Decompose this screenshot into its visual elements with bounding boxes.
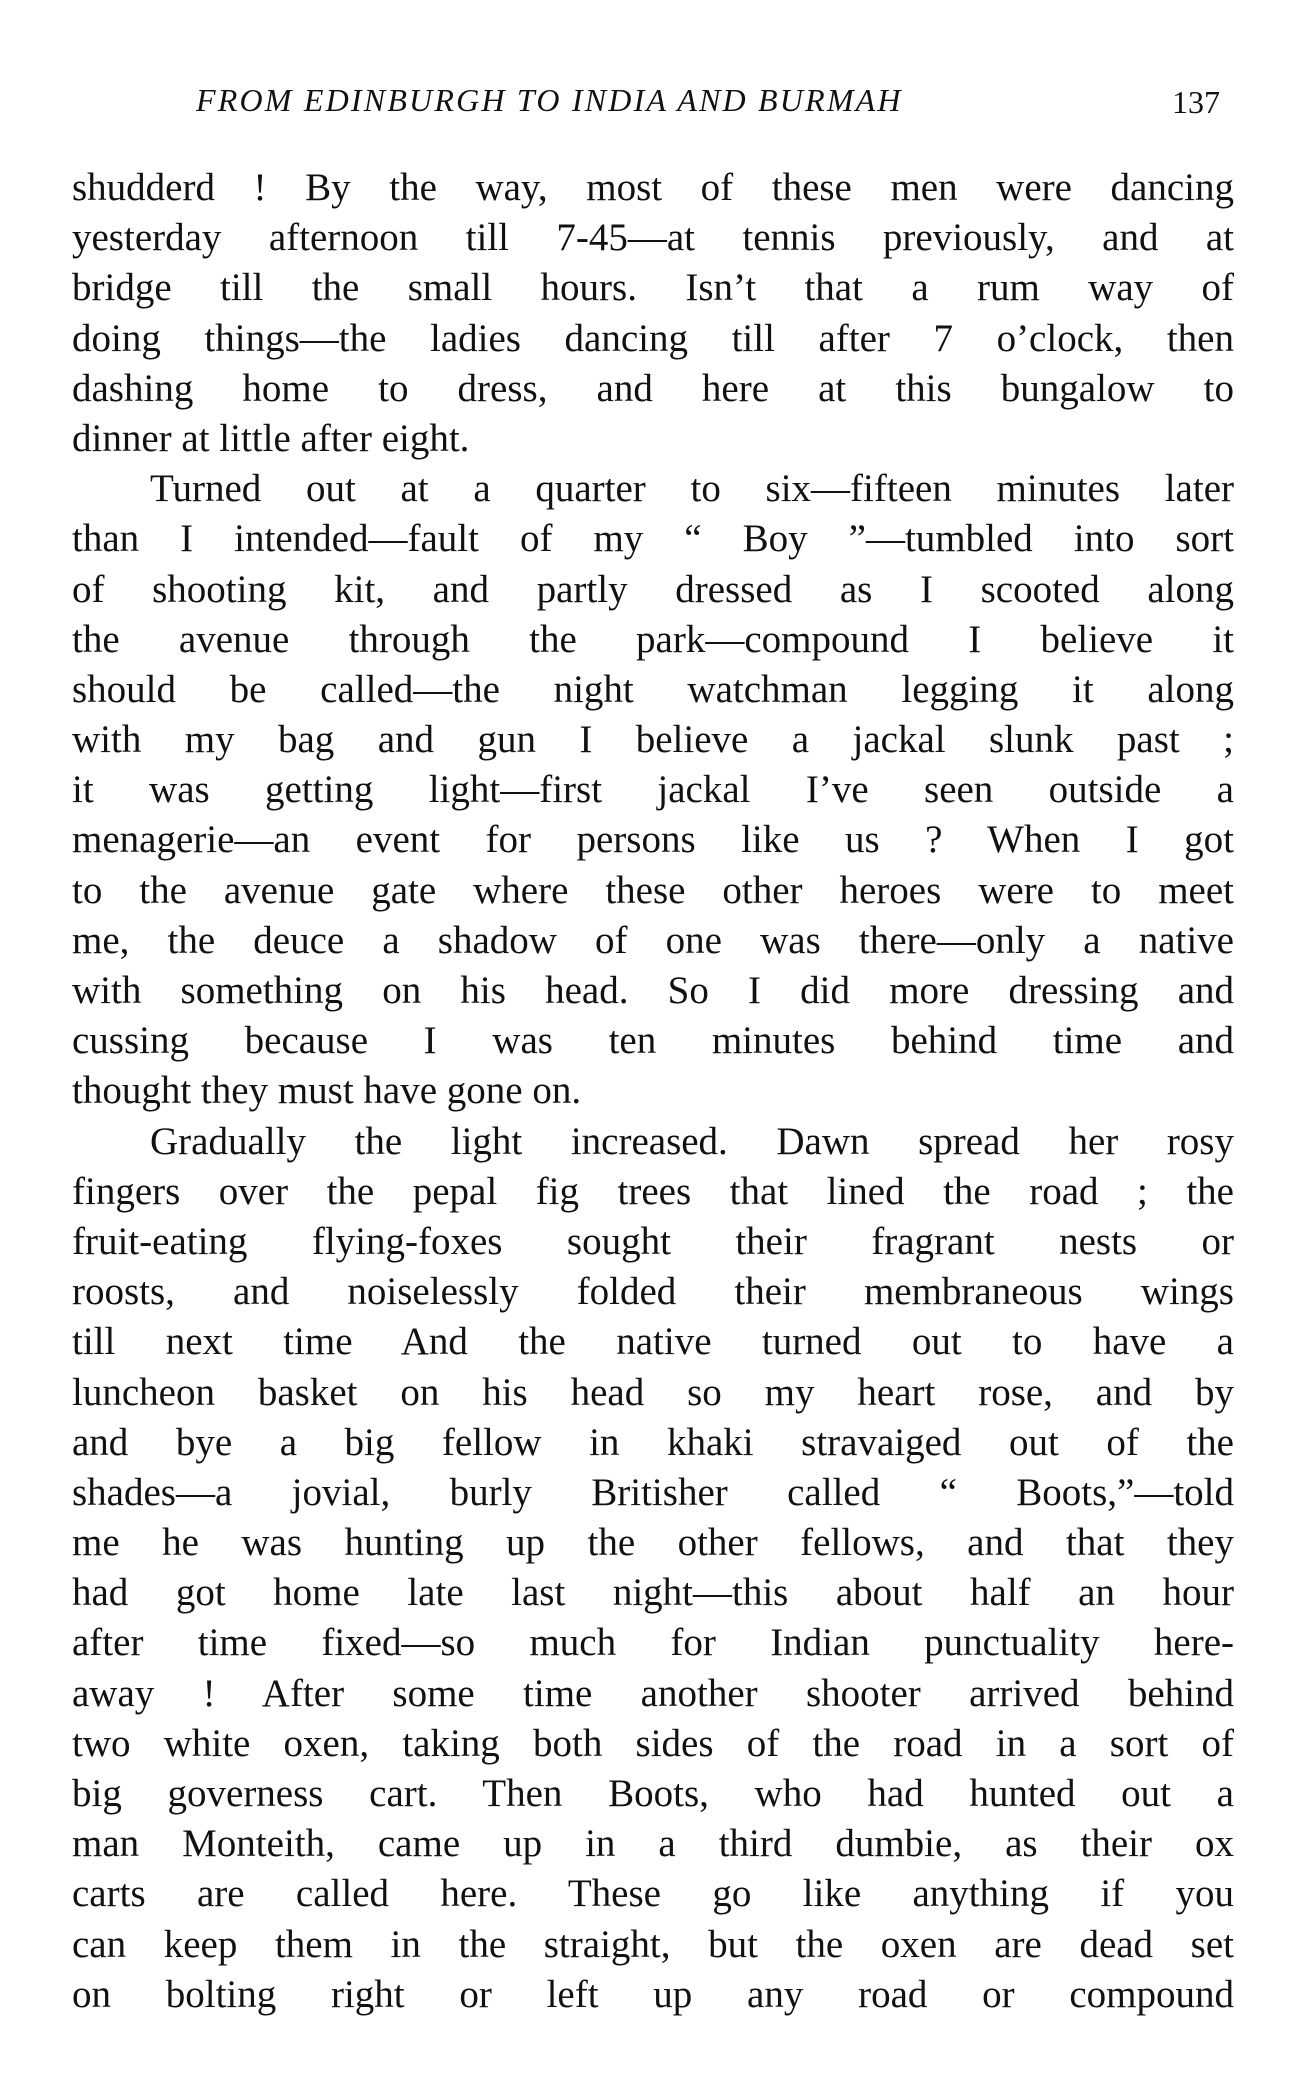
text-line: carts are called here. These go like anything if you bbox=[72, 1872, 1234, 1916]
text-line: can keep them in the straight, but the oxen are dead set bbox=[72, 1922, 1234, 1966]
text-line: shades—a jovial, burly Britisher called “ Boots,”—told bbox=[72, 1470, 1234, 1514]
text-line: with something on his head. So I did more dressing and bbox=[72, 969, 1234, 1012]
text-line: away ! After some time another shooter arrived behind bbox=[72, 1671, 1234, 1715]
text-line: luncheon basket on his head so my heart rose, and by bbox=[72, 1370, 1234, 1414]
text-line: and bye a big fellow in khaki stravaiged out of the bbox=[72, 1420, 1234, 1464]
text-line: dashing home to dress, and here at this bungalow to bbox=[72, 366, 1234, 410]
text-line: bridge till the small hours. Isn’t that a rum way of bbox=[72, 266, 1234, 310]
text-line: of shooting kit, and partly dressed as I scooted along bbox=[72, 567, 1234, 611]
text-line: to the avenue gate where these other heroes were to meet bbox=[72, 868, 1234, 912]
body-text bbox=[72, 163, 1234, 2020]
text-line: man Monteith, came up in a third dumbie, as their ox bbox=[72, 1822, 1234, 1866]
text-line: had got home late last night—this about half an hour bbox=[72, 1571, 1234, 1615]
paragraph bbox=[72, 464, 1234, 1116]
text-line: me he was hunting up the other fellows, and that they bbox=[72, 1521, 1234, 1565]
text-line: menagerie—an event for persons like us ? When I got bbox=[72, 818, 1234, 862]
text-line: should be called—the night watchman legging it along bbox=[72, 667, 1234, 711]
text-line: big governess cart. Then Boots, who had hunted out a bbox=[72, 1772, 1234, 1815]
text-line: on bolting right or left up any road or compound bbox=[72, 1972, 1234, 2016]
paragraph bbox=[72, 1117, 1234, 2020]
text-line: it was getting light—first jackal I’ve seen outside a bbox=[72, 768, 1234, 812]
text-line: dinner at little after eight. bbox=[72, 416, 470, 460]
page-number: 137 bbox=[1172, 84, 1220, 120]
text-line: Gradually the light increased. Dawn spread her rosy bbox=[150, 1119, 1234, 1163]
text-line: till next time And the native turned out to have a bbox=[72, 1320, 1234, 1364]
text-line: fruit-eating flying-foxes sought their fragrant nests or bbox=[72, 1219, 1234, 1263]
text-line: yesterday afternoon till 7-45—at tennis previously, and at bbox=[72, 216, 1234, 260]
text-line: two white oxen, taking both sides of the road in a sort of bbox=[72, 1721, 1234, 1765]
text-line: cussing because I was ten minutes behind time and bbox=[72, 1019, 1234, 1063]
text-line: thought they must have gone on. bbox=[72, 1069, 582, 1113]
text-line: after time fixed—so much for Indian punctuality here- bbox=[72, 1621, 1234, 1665]
text-line: Turned out at a quarter to six—fifteen minutes later bbox=[150, 467, 1234, 511]
text-line: than I intended—fault of my “ Boy ”—tumbled into sort bbox=[72, 517, 1234, 561]
paragraph bbox=[72, 163, 1234, 464]
text-line: doing things—the ladies dancing till after 7 o’clock, then bbox=[72, 316, 1234, 360]
text-line: shudderd ! By the way, most of these men were dancing bbox=[72, 166, 1234, 209]
text-line: roosts, and noiselessly folded their membraneous wings bbox=[72, 1270, 1234, 1314]
text-line: me, the deuce a shadow of one was there—only a native bbox=[72, 918, 1234, 962]
running-title: FROM EDINBURGH TO INDIA AND BURMAH bbox=[196, 82, 903, 118]
text-line: fingers over the pepal fig trees that lined the road ; the bbox=[72, 1169, 1234, 1213]
text-line: the avenue through the park—compound I believe it bbox=[72, 617, 1234, 661]
text-line: with my bag and gun I believe a jackal slunk past ; bbox=[72, 718, 1234, 762]
